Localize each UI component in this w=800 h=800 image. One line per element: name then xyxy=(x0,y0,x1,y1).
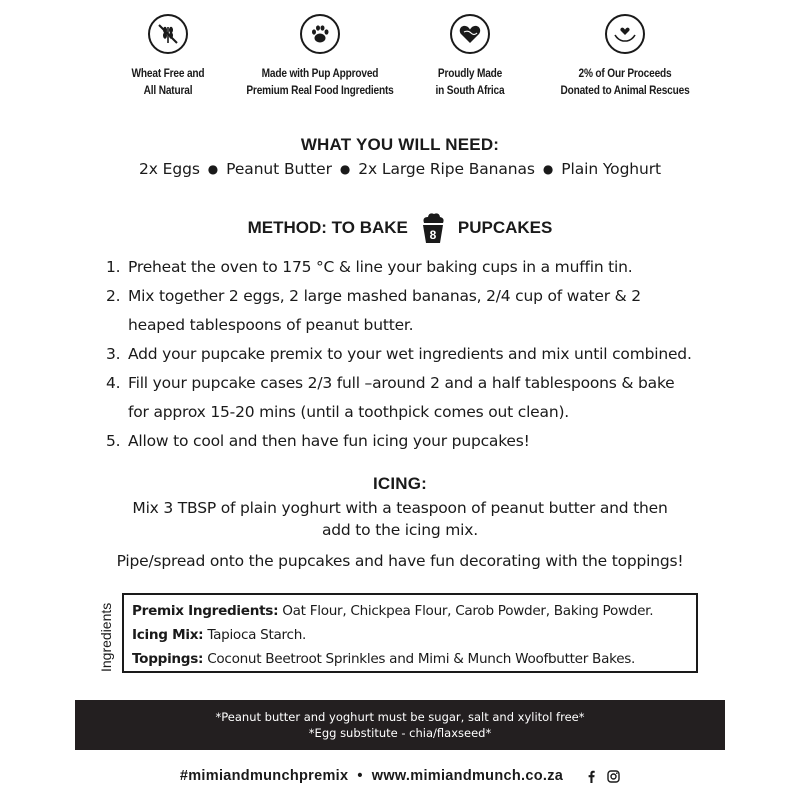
hashtag-link[interactable]: #mimiandmunchpremix xyxy=(179,768,349,784)
icing-line: Pipe/spread onto the pupcakes and have fun decorating with the toppings! xyxy=(116,552,684,570)
step-text: Add your pupcake premix to your wet ingredients and mix until combined. xyxy=(128,345,692,363)
method-heading-end: PUPCAKES xyxy=(457,218,553,237)
ingredient-label: Icing Mix: xyxy=(132,627,204,643)
icing-line: Mix 3 TBSP of plain yoghurt with a teaspoon of peanut butter and then xyxy=(132,499,668,517)
bullet-separator: ● xyxy=(339,162,351,176)
ingredient-row xyxy=(132,599,696,623)
step-number: 4. xyxy=(106,374,121,392)
features-row xyxy=(0,14,800,114)
method-step xyxy=(106,427,726,456)
bullet-separator: ● xyxy=(207,162,219,176)
ingredient-label: Premix Ingredients: xyxy=(132,603,279,619)
needs-list xyxy=(0,160,800,178)
website-link[interactable]: www.mimiandmunch.co.za xyxy=(371,768,564,784)
ingredients-box xyxy=(122,593,698,673)
paw-icon xyxy=(300,14,340,54)
needs-item: 2x Large Ripe Bananas xyxy=(358,160,535,178)
needs-item: 2x Eggs xyxy=(138,160,200,178)
instagram-icon[interactable] xyxy=(607,770,620,783)
method-step xyxy=(106,340,726,369)
method-heading xyxy=(0,208,800,248)
feature-made-in-sa xyxy=(405,14,535,100)
note-line: *Egg substitute - chia/flaxseed* xyxy=(308,726,492,740)
feature-label-line: Donated to Animal Rescues xyxy=(560,85,690,97)
notes-banner xyxy=(75,700,725,750)
step-text: Preheat the oven to 175 °C & line your baking cups in a muffin tin. xyxy=(128,258,633,276)
facebook-icon[interactable] xyxy=(585,770,598,783)
feature-label-line: Proudly Made xyxy=(437,68,503,80)
feature-donations xyxy=(540,14,710,100)
ingredient-label: Toppings: xyxy=(132,651,204,667)
method-step xyxy=(106,253,726,282)
icing-heading: ICING: xyxy=(372,474,428,493)
note-line: *Peanut butter and yoghurt must be sugar, salt and xylitol free* xyxy=(215,710,585,724)
ingredient-value: Coconut Beetroot Sprinkles and Mimi & Munch Woofbutter Bakes. xyxy=(203,651,636,667)
step-text: Fill your pupcake cases 2/3 full –around 2 and a half tablespoons & bake for approx 15-20 mins (until a toothpick comes out clean). xyxy=(128,374,675,421)
step-number: 3. xyxy=(106,345,121,363)
cupcake-count: 8 xyxy=(429,228,437,242)
footer-separator: • xyxy=(357,768,363,784)
step-text: Mix together 2 eggs, 2 large mashed bananas, 2/4 cup of water & 2 heaped tablespoons of peanut butter. xyxy=(128,287,641,334)
ingredient-row xyxy=(132,623,696,647)
step-text: Allow to cool and then have fun icing your pupcakes! xyxy=(128,432,530,450)
feature-label-line: All Natural xyxy=(143,85,193,97)
heart-hands-icon xyxy=(605,14,645,54)
method-heading-start: METHOD: TO BAKE xyxy=(247,218,408,237)
feature-pup-approved xyxy=(230,14,410,100)
step-number: 2. xyxy=(106,287,121,305)
ingredients-side-label: Ingredients xyxy=(98,602,114,672)
feature-wheat-free xyxy=(103,14,233,100)
ingredient-row xyxy=(132,647,696,671)
feature-label-line: Premium Real Food Ingredients xyxy=(246,85,394,97)
footer xyxy=(0,762,800,790)
method-step xyxy=(106,282,726,340)
heart-africa-icon xyxy=(450,14,490,54)
cupcake-icon xyxy=(418,211,448,245)
feature-label-line: 2% of Our Proceeds xyxy=(578,68,672,80)
bullet-separator: ● xyxy=(542,162,554,176)
feature-label-line: Wheat Free and xyxy=(131,68,205,80)
social-links xyxy=(585,770,620,783)
ingredient-value: Tapioca Starch. xyxy=(203,627,307,643)
feature-label-line: Made with Pup Approved xyxy=(261,68,379,80)
no-wheat-icon xyxy=(148,14,188,54)
step-number: 5. xyxy=(106,432,121,450)
icing-line: add to the icing mix. xyxy=(322,521,478,539)
method-steps xyxy=(106,253,726,456)
feature-label-line: in South Africa xyxy=(435,85,505,97)
needs-item: Peanut Butter xyxy=(226,160,332,178)
needs-item: Plain Yoghurt xyxy=(561,160,662,178)
needs-heading: WHAT YOU WILL NEED: xyxy=(300,135,500,154)
ingredient-value: Oat Flour, Chickpea Flour, Carob Powder, Baking Powder. xyxy=(278,603,654,619)
step-number: 1. xyxy=(106,258,121,276)
method-step xyxy=(106,369,726,427)
